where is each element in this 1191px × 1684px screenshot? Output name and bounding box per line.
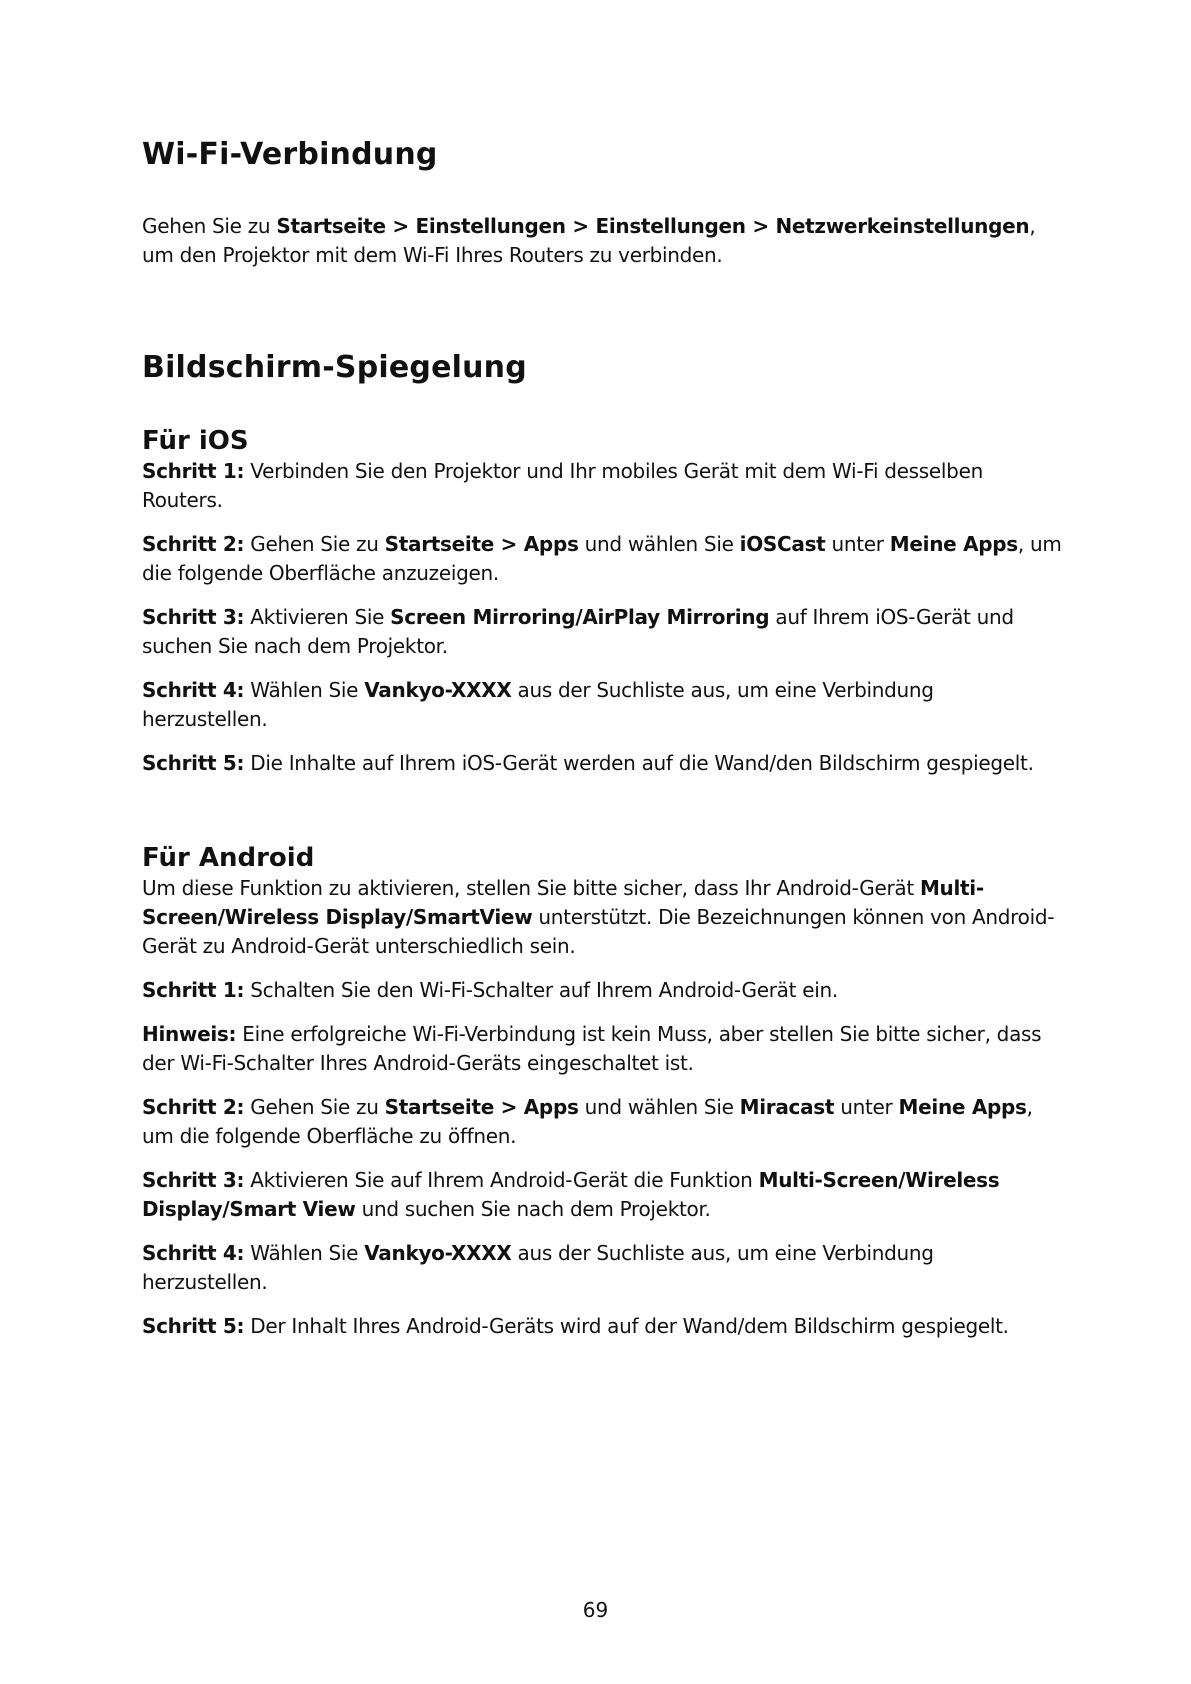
android-step-3 bbox=[142, 1166, 1062, 1224]
text: , um die folgende Oberfläche zu öffnen. bbox=[142, 1095, 1033, 1148]
ios-step-5 bbox=[142, 749, 1062, 778]
subsection-title-android: Für Android bbox=[142, 843, 315, 873]
menu-path: Startseite > Einstellungen > Einstellungen > Netzwerkeinstellungen bbox=[276, 214, 1030, 238]
step-label: Schritt 2: bbox=[142, 1095, 245, 1119]
page-content bbox=[142, 136, 1062, 1341]
text: und suchen Sie nach dem Projektor. bbox=[355, 1197, 711, 1221]
text: aus der Suchliste aus, um eine Verbindung herzustellen. bbox=[142, 678, 934, 731]
android-intro bbox=[142, 874, 1062, 961]
step-label: Schritt 5: bbox=[142, 751, 245, 775]
step-label: Schritt 5: bbox=[142, 1314, 245, 1338]
text: Gehen Sie zu bbox=[244, 1095, 385, 1119]
step-label: Schritt 4: bbox=[142, 678, 245, 702]
menu-name: Meine Apps bbox=[889, 532, 1018, 556]
note-label: Hinweis: bbox=[142, 1022, 237, 1046]
menu-path: Startseite > Apps bbox=[384, 1095, 579, 1119]
text: unter bbox=[825, 532, 890, 556]
menu-name: Meine Apps bbox=[898, 1095, 1027, 1119]
text: unterstützt. Die Bezeichnungen können von Android-Gerät zu Android-Gerät unterschiedlich sein. bbox=[142, 905, 1055, 958]
step-label: Schritt 1: bbox=[142, 459, 245, 483]
text: , um den Projektor mit dem Wi-Fi Ihres Routers zu verbinden. bbox=[142, 214, 1036, 267]
step-label: Schritt 1: bbox=[142, 978, 245, 1002]
ios-step-3 bbox=[142, 603, 1062, 661]
android-step-4 bbox=[142, 1239, 1062, 1297]
text: Um diese Funktion zu aktivieren, stellen Sie bitte sicher, dass Ihr Android-Gerät bbox=[142, 876, 920, 900]
text: und wählen Sie bbox=[578, 532, 740, 556]
text: Aktivieren Sie bbox=[244, 605, 391, 629]
text: Aktivieren Sie auf Ihrem Android-Gerät die Funktion bbox=[244, 1168, 759, 1192]
text: Wählen Sie bbox=[244, 1241, 365, 1265]
section-title-mirroring: Bildschirm-Spiegelung bbox=[142, 350, 527, 385]
subsection-title-ios: Für iOS bbox=[142, 426, 249, 456]
step-text: Die Inhalte auf Ihrem iOS-Gerät werden auf die Wand/den Bildschirm gespiegelt. bbox=[244, 751, 1034, 775]
step-text: Der Inhalt Ihres Android-Geräts wird auf der Wand/dem Bildschirm gespiegelt. bbox=[244, 1314, 1009, 1338]
step-label: Schritt 4: bbox=[142, 1241, 245, 1265]
menu-path: Startseite > Apps bbox=[384, 532, 579, 556]
text: Wählen Sie bbox=[244, 678, 365, 702]
section-title-wifi: Wi-Fi-Verbindung bbox=[142, 137, 438, 172]
step-label: Schritt 3: bbox=[142, 605, 245, 629]
text: Gehen Sie zu bbox=[142, 214, 277, 238]
android-step-2 bbox=[142, 1093, 1062, 1151]
step-label: Schritt 2: bbox=[142, 532, 245, 556]
ios-step-4 bbox=[142, 676, 1062, 734]
feature-name: Multi-Screen/Wireless Display/Smart View bbox=[142, 1168, 1000, 1221]
wifi-paragraph bbox=[142, 212, 1062, 270]
text: unter bbox=[834, 1095, 899, 1119]
device-name: Vankyo-XXXX bbox=[364, 678, 512, 702]
text: , um die folgende Oberfläche anzuzeigen. bbox=[142, 532, 1062, 585]
step-text: Verbinden Sie den Projektor und Ihr mobiles Gerät mit dem Wi-Fi desselben Routers. bbox=[142, 459, 983, 512]
app-name: Miracast bbox=[739, 1095, 835, 1119]
device-name: Vankyo-XXXX bbox=[364, 1241, 512, 1265]
ios-step-1 bbox=[142, 457, 1062, 515]
feature-name: Multi-Screen/Wireless Display/SmartView bbox=[142, 876, 984, 929]
note-text: Eine erfolgreiche Wi-Fi-Verbindung ist kein Muss, aber stellen Sie bitte sicher, dass der Wi-Fi-Schalter Ihres Android-Geräts eingeschaltet ist. bbox=[142, 1022, 1042, 1075]
text: aus der Suchliste aus, um eine Verbindung herzustellen. bbox=[142, 1241, 934, 1294]
text: auf Ihrem iOS-Gerät und suchen Sie nach dem Projektor. bbox=[142, 605, 1014, 658]
step-label: Schritt 3: bbox=[142, 1168, 245, 1192]
android-step-5 bbox=[142, 1312, 1062, 1341]
android-step-1 bbox=[142, 976, 1062, 1005]
android-note bbox=[142, 1020, 1062, 1078]
page-number: 69 bbox=[582, 1598, 609, 1622]
text: Gehen Sie zu bbox=[244, 532, 385, 556]
ios-step-2 bbox=[142, 530, 1062, 588]
feature-name: Screen Mirroring/AirPlay Mirroring bbox=[390, 605, 770, 629]
text: und wählen Sie bbox=[578, 1095, 740, 1119]
app-name: iOSCast bbox=[739, 532, 826, 556]
step-text: Schalten Sie den Wi-Fi-Schalter auf Ihrem Android-Gerät ein. bbox=[244, 978, 838, 1002]
